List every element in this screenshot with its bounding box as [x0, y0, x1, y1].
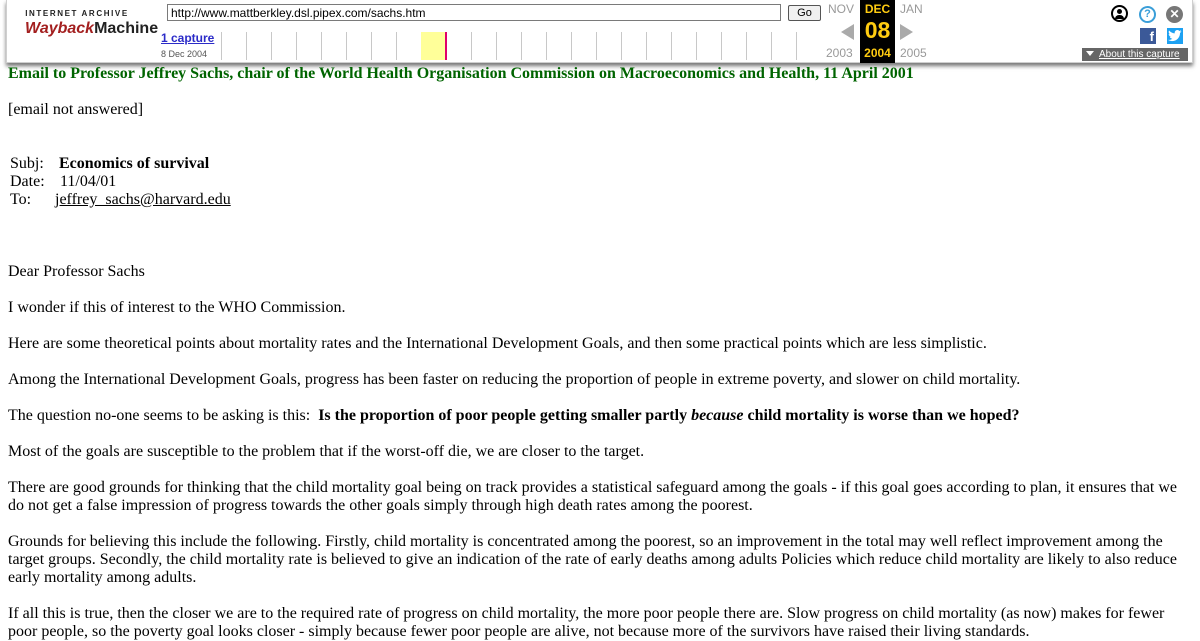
paragraph-5: Most of the goals are susceptible to the problem that if the worst-off die, we are closer to the target. [8, 443, 645, 460]
prev-year-link[interactable]: 2003 [826, 46, 853, 60]
next-capture-arrow-icon[interactable] [900, 24, 913, 40]
current-year: 2004 [864, 46, 891, 60]
current-month: DEC [864, 2, 891, 16]
facebook-icon[interactable]: f [1140, 28, 1156, 44]
salutation: Dear Professor Sachs [8, 263, 145, 280]
twitter-bird-icon [1168, 30, 1182, 42]
paragraph-1: I wonder if this of interest to the WHO Commission. [8, 299, 346, 316]
email-date-row [10, 173, 117, 191]
current-date-column [860, 0, 895, 63]
capture-sparkline[interactable] [221, 32, 821, 60]
paragraph-4-question-part2: child mortality is worse than we hoped? [743, 407, 1020, 424]
current-day: 08 [864, 17, 891, 43]
paragraph-4-question-part1: Is the proportion of poor people getting smaller partly [318, 407, 692, 424]
date-value: 11/04/01 [60, 173, 117, 190]
paragraph-2: Here are some theoretical points about mortality rates and the International Development Goals, and then some practical points which are less simplistic. [8, 335, 987, 352]
twitter-icon[interactable] [1167, 28, 1183, 44]
sparkline-capture-mark[interactable] [445, 32, 447, 60]
prev-month-label: NOV [828, 2, 855, 16]
caret-down-icon [1086, 51, 1094, 56]
logo-machine-word: Machine [94, 20, 159, 37]
recipient-email-link[interactable]: jeffrey_sachs@harvard.edu [55, 191, 231, 208]
user-icon[interactable] [1111, 5, 1128, 22]
next-year-link[interactable]: 2005 [900, 46, 927, 60]
logo-wayback-machine-text [25, 20, 159, 38]
wayback-logo[interactable] [25, 9, 159, 49]
email-status-note: [email not answered] [8, 101, 144, 118]
to-label: To: [10, 191, 32, 208]
paragraph-3: Among the International Development Goals, progress has been faster on reducing the proportion of people in extreme poverty, and slower on child mortality. [8, 371, 1021, 388]
paragraph-7: Grounds for believing this include the following. Firstly, child mortality is concentrated among the poorest, so an improvement in the total may well reflect improvement among the target groups. Secondly, the child mortality rate is believed to give an indication of the rate of early deaths among adults Policies which reduce child mortality are likely to also reduce early mortality among adults. [8, 533, 1177, 586]
logo-wayback-word: Wayback [25, 20, 95, 37]
page-title: Email to Professor Jeffrey Sachs, chair of the World Health Organisation Commission on Macroeconomics and Health, 11 April 2001 [8, 65, 914, 82]
url-input[interactable] [167, 4, 781, 21]
paragraph-4 [8, 407, 1188, 425]
sparkline-current-year-highlight [421, 32, 445, 60]
date-label: Date: [10, 173, 45, 190]
close-icon[interactable]: ✕ [1166, 6, 1183, 23]
captures-count-link[interactable]: 1 capture [161, 31, 215, 45]
paragraph-8: If all this is true, then the closer we are to the required rate of progress on child mortality, the more poor people there are. Slow progress on child mortality (as now) makes for fewer poor people, so the poverty goal looks closer - simply because fewer poor people are alive, not because more of the survivors have raised their living standards. [8, 605, 1165, 640]
help-icon[interactable]: ? [1139, 6, 1156, 23]
about-capture-label: About this capture [1099, 49, 1180, 60]
subject-label: Subj: [10, 155, 44, 172]
prev-capture-arrow-icon[interactable] [841, 24, 854, 40]
next-month-label: JAN [900, 2, 923, 16]
captures-date-range: 8 Dec 2004 [161, 49, 208, 59]
paragraph-4-emphasis: because [691, 407, 744, 424]
wayback-toolbar [6, 0, 1193, 63]
paragraph-6: There are good grounds for thinking that the child mortality goal being on track provides a statistical safeguard among the goals - if this goal goes according to plan, it ensures that we do not get a false impression of progress towards the other goals simply through high death rates among the poorest. [8, 479, 1178, 514]
logo-internet-archive-text: INTERNET ARCHIVE [25, 9, 129, 18]
go-button[interactable]: Go [788, 5, 821, 21]
subject-value: Economics of survival [59, 155, 210, 172]
email-subject-row [10, 155, 210, 173]
email-to-row [10, 191, 231, 209]
user-icon-body [1115, 15, 1124, 19]
paragraph-4-lead: The question no-one seems to be asking is this: [8, 407, 319, 424]
user-icon-head [1117, 9, 1122, 14]
about-capture-button[interactable] [1082, 48, 1188, 61]
